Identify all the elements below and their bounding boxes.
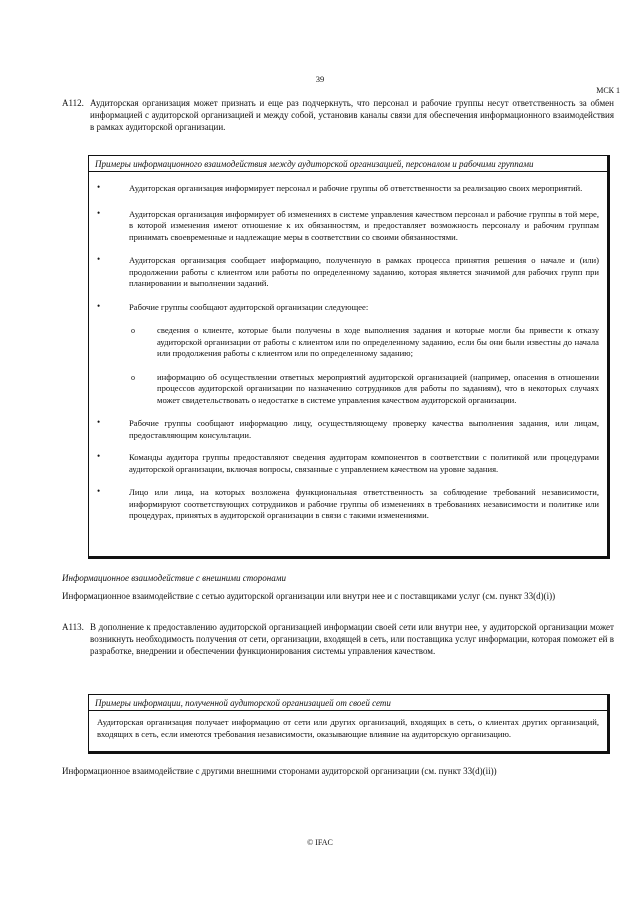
circle-bullet-icon: o: [131, 326, 135, 335]
bullet-icon: •: [97, 207, 101, 218]
section-heading-external: Информационное взаимодействие с внешними сторонами: [62, 573, 286, 583]
list-item-text: Аудиторская организация информирует об изменениях в системе управления качеством персонал и рабочие группы в той мере, в которой изменения имеют отношение к их обязанностям, и предоставляет возможность персоналу и рабочим группам принимать своевременные и надлежащие меры в соответствии со своими обязанностями.: [129, 208, 599, 242]
list-item-text: Команды аудитора группы предоставляют сведения аудиторам компонентов в соответствии с политикой или процедурами аудиторской организации, включая вопросы, связанные с управлением качеством на уровне задания.: [129, 452, 599, 474]
list-item: [97, 300, 599, 407]
paragraph-text: Аудиторская организация может признать и еще раз подчеркнуть, что персонал и рабочие группы несут ответственность за обмен информацией с аудиторской организацией и между собой, установив каналы связи для обеспечения информационного взаимодействия в рамках аудиторской организации.: [90, 98, 614, 132]
list-item: [97, 451, 599, 475]
document-code: МСК 1: [596, 86, 620, 95]
bullet-icon: •: [97, 300, 101, 311]
bullet-icon: •: [97, 451, 101, 461]
sub-list-item: [131, 371, 599, 407]
examples-box-network-information: [88, 694, 610, 754]
copyright-footer: © IFAC: [307, 838, 333, 847]
sub-list-item-text: сведения о клиенте, которые были получены в ходе выполнения задания и которые могли бы привести к отказу аудиторской организации от работы с клиентом или по определенному заданию, если бы они были известны до начала или продолжения работы с клиентом или по определенному заданию;: [157, 325, 599, 358]
box-title: Примеры информации, полученной аудиторской организацией от своей сети: [89, 695, 607, 711]
list-item: [97, 254, 599, 290]
circle-bullet-icon: o: [131, 372, 135, 382]
bullet-icon: •: [97, 486, 101, 496]
paragraph-text: В дополнение к предоставлению аудиторской организацией информации своей сети или внутри нее, у аудиторской организации может возникнуть необходимость получения от сети, организации, входящей в сеть, или поставщика услуг информации, которая поможет ей в разработке, внедрении и обеспечении функционирования системы управления качеством.: [90, 622, 614, 656]
paragraph-a113: [62, 621, 614, 657]
box-title: Примеры информационного взаимодействия между аудиторской организацией, персоналом и рабочими группами: [89, 156, 607, 172]
paragraph-number: A112.: [62, 98, 84, 108]
list-item-text: Рабочие группы сообщают аудиторской организации следующее:: [129, 301, 369, 312]
bullet-icon: •: [97, 254, 101, 264]
paragraph-a112: [62, 97, 614, 133]
bullet-icon: •: [97, 182, 101, 192]
list-item: [97, 207, 599, 244]
list-item-text: Лицо или лица, на которых возложена функциональная ответственность за соблюдение требований независимости, информируют соответствующих сотрудников и рабочие группы об изменениях в требованиях независимости и политике или процедурах, принятых в аудиторской организации в связи с такими изменениями.: [129, 487, 599, 520]
list-item-text: Аудиторская организация информирует персонал и рабочие группы об ответственности за реализацию своих мероприятий.: [129, 183, 583, 193]
box-text: Аудиторская организация получает информацию от сети или других организаций, входящих в сеть, о клиентах других организаций, входящих в сеть, если имеются требования независимости, оказывающие влияние на аудиторскую организацию.: [97, 717, 599, 739]
list-item: [97, 417, 599, 441]
page-number: 39: [315, 74, 325, 84]
bullet-icon: •: [97, 417, 101, 427]
sub-list-item-text: информацию об осуществлении ответных мероприятий аудиторской организацией (например, опасения в отношении процессов аудиторской организации по назначению сотрудников для работы по заданиям), что в некоторых случаях может свидетельствовать о недостатке в системе управления качеством аудиторской организации.: [157, 371, 599, 405]
list-item: [97, 486, 599, 522]
paragraph-number: A113.: [62, 622, 84, 632]
list-item-text: Аудиторская организация сообщает информацию, полученную в рамках процесса принятия решения о начале и (или) продолжении работы с клиентом или работы по определенному заданию, которая является значимой для рабочих групп при планировании и выполнении заданий.: [129, 255, 599, 288]
other-external-subheading: Информационное взаимодействие с другими внешними сторонами аудиторской организации (см. пункт 33(d)(ii)): [62, 766, 497, 776]
bullet-list: [89, 183, 607, 522]
list-item-text: Рабочие группы сообщают информацию лицу, осуществляющему проверку качества выполнения задания, или лицам, предоставляющим консультации.: [129, 418, 599, 440]
list-item: [97, 182, 599, 195]
examples-box-internal-communication: [88, 155, 610, 559]
sub-list-item: [131, 325, 599, 360]
network-subheading: Информационное взаимодействие с сетью аудиторской организации или внутри нее и с поставщиками услуг (см. пункт 33(d)(i)): [62, 591, 556, 601]
